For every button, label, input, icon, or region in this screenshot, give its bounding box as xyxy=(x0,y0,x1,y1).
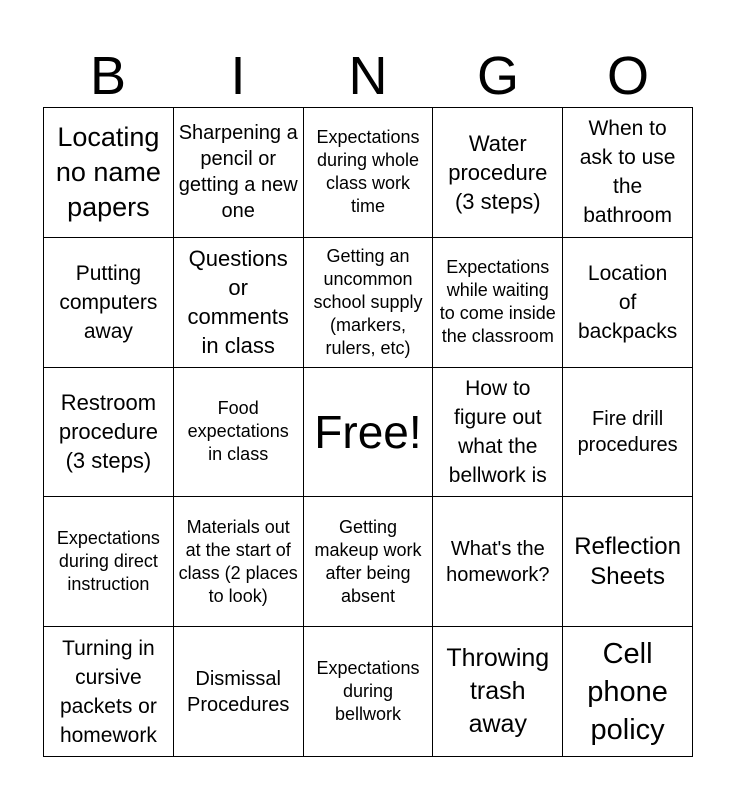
bingo-cell[interactable] xyxy=(174,238,304,368)
cell-text: Turning in cursive packets or homework xyxy=(59,636,157,747)
bingo-cell[interactable] xyxy=(304,497,434,627)
bingo-cell[interactable] xyxy=(174,497,304,627)
cell-text: Questions or comments in class xyxy=(187,246,289,359)
cell-text: Expectations while waiting to come inside the classroom xyxy=(439,257,556,347)
bingo-cell[interactable] xyxy=(304,627,434,757)
free-space-label: Free! xyxy=(314,405,422,458)
cell-text: Getting an uncommon school supply (markers, rulers, etc) xyxy=(313,245,423,358)
cell-text: Getting makeup work after being absent xyxy=(314,516,422,606)
cell-text: Cell phone policy xyxy=(587,637,668,746)
bingo-cell[interactable] xyxy=(174,368,304,498)
bingo-cell[interactable] xyxy=(563,627,693,757)
bingo-cell[interactable] xyxy=(44,368,174,498)
header-letter-g: G xyxy=(476,46,519,106)
bingo-cell[interactable] xyxy=(44,627,174,757)
bingo-cell[interactable] xyxy=(433,368,563,498)
cell-text: Food expectations in class xyxy=(187,398,289,465)
cell-text: Dismissal Procedures xyxy=(187,667,290,716)
bingo-cell[interactable] xyxy=(433,497,563,627)
bingo-cell[interactable] xyxy=(563,108,693,238)
cell-text: Water procedure (3 steps) xyxy=(448,130,548,214)
cell-text: Putting computers away xyxy=(59,261,158,343)
cell-text: Reflection Sheets xyxy=(574,532,681,590)
bingo-cell[interactable] xyxy=(563,368,693,498)
header-letter-i: I xyxy=(230,46,246,106)
cell-text: Location of backpacks xyxy=(577,261,678,343)
header-letter-o: O xyxy=(606,46,649,106)
bingo-cell[interactable] xyxy=(44,497,174,627)
bingo-cell[interactable] xyxy=(433,627,563,757)
header-letter-b: B xyxy=(89,46,127,106)
bingo-cell[interactable] xyxy=(563,238,693,368)
cell-text: Fire drill procedures xyxy=(577,407,678,456)
cell-text: Expectations during direct instruction xyxy=(56,528,160,595)
bingo-header xyxy=(43,44,693,108)
bingo-cell[interactable] xyxy=(433,108,563,238)
bingo-cell[interactable] xyxy=(44,238,174,368)
bingo-cell[interactable] xyxy=(44,108,174,238)
bingo-cell[interactable] xyxy=(174,627,304,757)
cell-text: Restroom procedure (3 steps) xyxy=(58,390,158,474)
cell-text: How to figure out what the bellwork is xyxy=(448,376,547,487)
cell-text: What's the homework? xyxy=(446,537,550,586)
cell-text: Sharpening a pencil or getting a new one xyxy=(178,122,298,223)
cell-text: Materials out at the start of class (2 places to look) xyxy=(178,516,298,606)
bingo-cell[interactable] xyxy=(174,108,304,238)
header-letter-n: N xyxy=(348,46,388,106)
bingo-cell[interactable] xyxy=(433,238,563,368)
bingo-cell[interactable] xyxy=(304,108,434,238)
cell-text: Expectations during bellwork xyxy=(316,658,420,725)
bingo-grid xyxy=(43,107,693,757)
bingo-cell[interactable] xyxy=(304,368,434,498)
cell-text: When to ask to use the bathroom xyxy=(579,117,676,228)
cell-text: Expectations during whole class work time xyxy=(316,127,420,217)
bingo-cell[interactable] xyxy=(304,238,434,368)
bingo-cell[interactable] xyxy=(563,497,693,627)
cell-text: Throwing trash away xyxy=(446,644,550,739)
cell-text: Locating no name papers xyxy=(55,121,161,222)
